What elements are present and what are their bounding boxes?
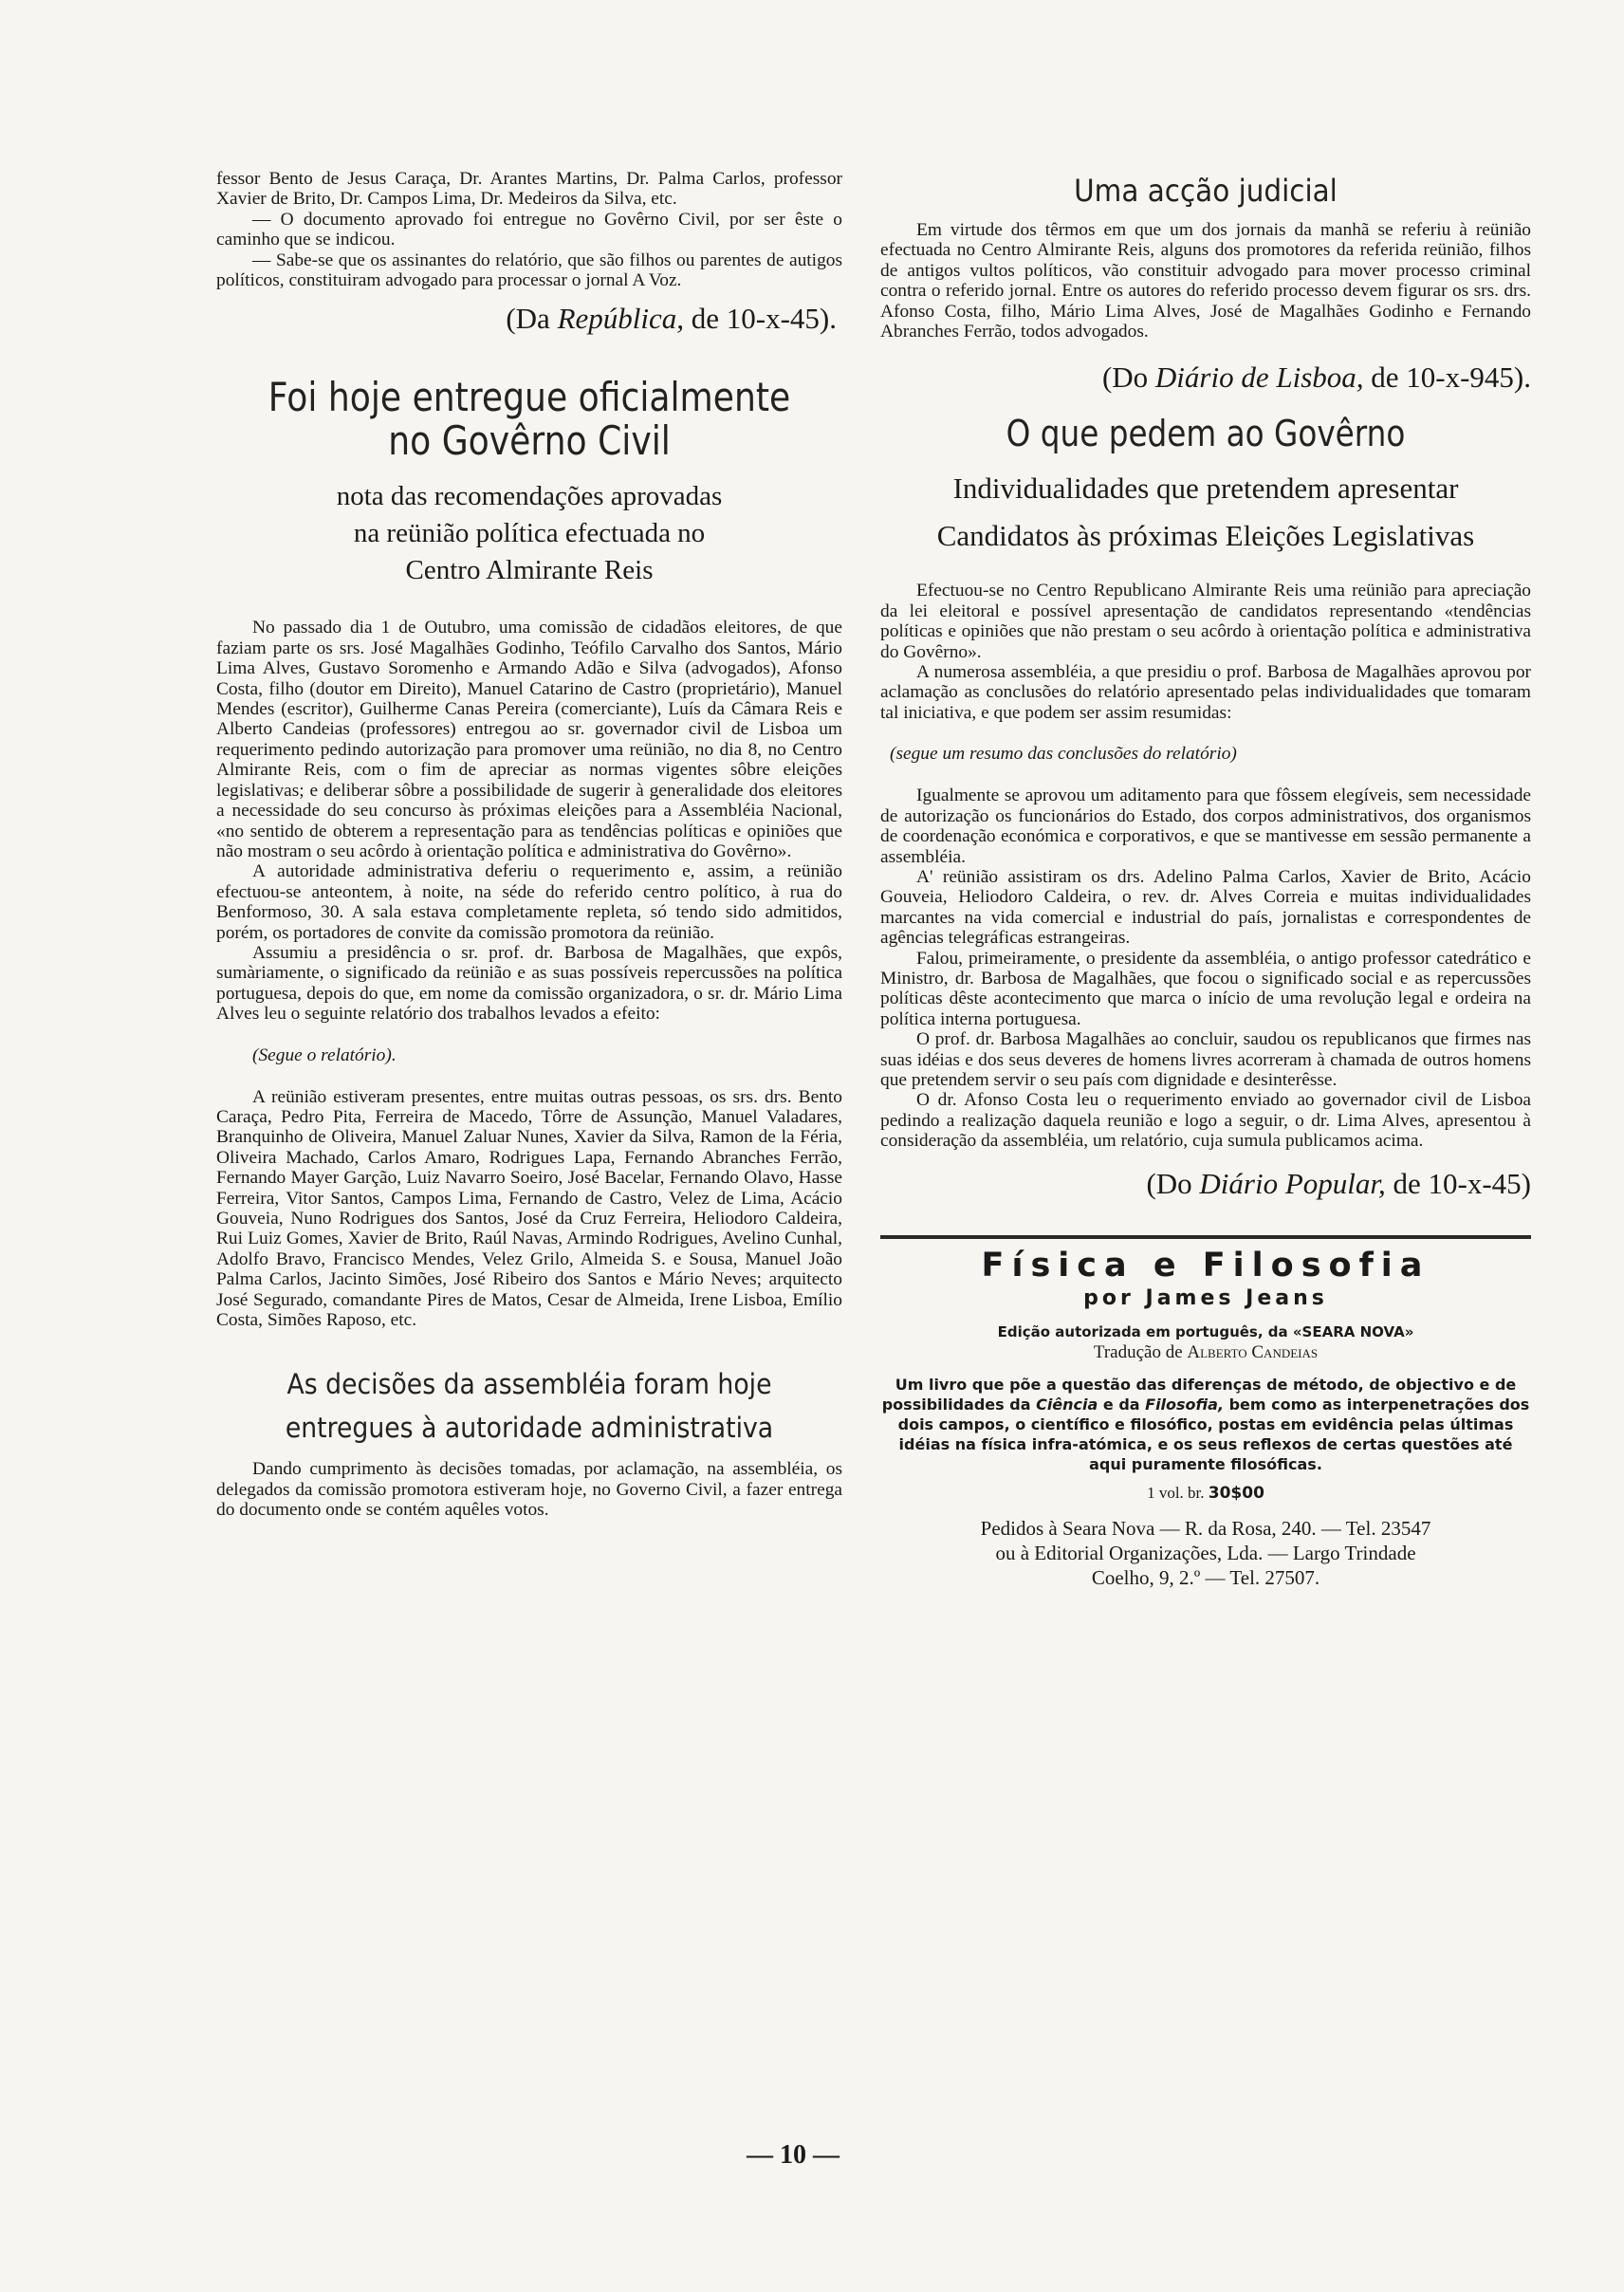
article-para: Dando cumprimento às decisões tomadas, por aclamação, na assembléia, os delegados da comissão promotora estiveram hoje, no Governo Civil, a fazer entrega do documento onde se contém aquêles votos. [216, 1459, 842, 1521]
source-diario-lisboa [880, 360, 1531, 395]
headline-line-1: Foi hoje entregue oficialmente [268, 374, 791, 421]
article-entregue-headline [216, 376, 842, 463]
article-para: O dr. Afonso Costa leu o requerimento enviado ao governador civil de Lisboa pedindo a realização daquela reunião e logo a seguir, o dr. Lima Alves, apresentou à consideração da assembléia, um relatório, cuja sumula publicamos acima. [880, 1090, 1531, 1152]
article-para: Assumiu a presidência o sr. prof. dr. Barbosa de Magalhães, que expôs, sumàriamente, o significado da reünião e as suas possíveis repercussões na política portuguesa, depois do que, em nome da comissão organizadora, o sr. dr. Mário Lima Alves leu o seguinte relatório dos trabalhos levados a efeito: [216, 942, 842, 1025]
desc-part-1: Um livro que põe a questão das diferenças de método, de objectivo e de possibilidades da [881, 1375, 1517, 1414]
article-accao-headline: Uma acção judicial [1074, 173, 1338, 209]
subhead-line-1: Individualidades que pretendem apresentar [952, 471, 1459, 506]
book-author: por James Jeans [1083, 1285, 1328, 1310]
orders-line-1: Pedidos à Seara Nova — R. da Rosa, 240. — Tel. 23547 [980, 1516, 1431, 1540]
article-para: No passado dia 1 de Outubro, uma comissão de cidadãos eleitores, de que faziam parte os srs. José Magalhães Godinho, Teófilo Carvalho dos Santos, Mário Lima Alves, Gustavo Soromenho e Armando Adão e Silva (advogados), Afonso Costa, filho (doutor em Direito), Manuel Catarino de Castro (proprietário), Manuel Mendes (escritor), Guilherme Canas Pereira (comerciante), Luís da Câmara Reis e Alberto Candeias (professores) entregou ao sr. governador civil de Lisboa um requerimento pedindo autorização para promover uma reünião, no dia 8, no Centro Almirante Reis, com o fim de apreciar as normas vigentes sôbre eleições legislativas; e deliberar sôbre a possibilidade de sugerir à generalidade dos eleitores a necessidade do seu concurso às próximas eleições para a Assembléia Nacional, «no sentido de obterem a representação para as tendências políticas e opiniões que não mostram o seu acôrdo à orientação política e administrativa do Govêrno». [216, 618, 842, 861]
book-price [880, 1484, 1531, 1503]
continuation-text [216, 169, 842, 290]
source-date: de 10-x-45) [1393, 1166, 1531, 1200]
headline-line-1: As decisões da assembléia foram hoje [286, 1368, 772, 1401]
article-decisoes-body [216, 1459, 842, 1520]
right-column [880, 169, 1531, 1590]
source-title: Diário de Lisboa, [1154, 360, 1364, 395]
book-edition: Edição autorizada em português, da «SEARA NOVA» [997, 1322, 1414, 1340]
price-value: 30$00 [1208, 1483, 1264, 1503]
subhead-line-2: na reünião política efectuada no [353, 518, 706, 549]
article-entregue-subhead [216, 478, 842, 589]
subhead-line-2: Candidatos às próximas Eleições Legislativas [936, 519, 1475, 553]
left-column [216, 169, 842, 1521]
note-segue-resumo: (segue um resumo das conclusões do relatório) [890, 744, 1237, 765]
source-date: de 10-x-45). [691, 302, 837, 336]
article-accao-body [880, 220, 1531, 342]
headline-line-2: no Govêrno Civil [388, 417, 671, 465]
translator-name: Alberto Candeias [1187, 1341, 1319, 1362]
article-para: A' reünião assistiram os drs. Adelino Palma Carlos, Xavier de Brito, Acácio Gouveia, Heliodoro Caldeira, o rev. dr. Alves Correia e muitas individualidades marcantes na vida comercial e industrial do país, jornalistas e correspondentes de agências telegráficas estrangeiras. [880, 866, 1531, 949]
book-orders [880, 1516, 1531, 1590]
page-number: — 10 — [747, 2140, 840, 2170]
article-para: A autoridade administrativa deferiu o requerimento e, assim, a reünião efectuou-se anteontem, à noite, na séde do referido centro político, à rua do Benformoso, 30. A sala estava completamente repleta, só tendo sido admitidos, porém, os portadores de convite da comissão promotora da reünião. [216, 861, 842, 943]
article-para: Igualmente se aprovou um aditamento para que fôssem elegíveis, sem necessidade de autorização os funcionários do Estado, dos corpos administrativos, dos organismos de coordenação económica e corporativos, e que se mantivesse em sessão permanente a assembléia. [880, 786, 1531, 867]
article-pedem-subhead [880, 465, 1531, 560]
desc-philosophy: Filosofia, [1145, 1395, 1225, 1414]
source-diario-popular [880, 1167, 1531, 1201]
source-title: República, [557, 302, 685, 336]
source-date: de 10-x-945). [1371, 360, 1531, 395]
source-prefix: (Da [506, 302, 550, 336]
desc-and: e da [1102, 1395, 1140, 1414]
article-decisoes-headline [241, 1362, 817, 1450]
continuation-para-2: — O documento aprovado foi entregue no Govêrno Civil, por ser êste o caminho que se indicou. [216, 209, 842, 250]
article-para: O prof. dr. Barbosa Magalhães ao concluir, saudou os republicanos que firmes nas suas idéias e dos seus deveres de homens livres acorreram à chamada de outros homens que pretendem servir o seu país com dignidade e desinterêsse. [880, 1029, 1531, 1090]
continuation-para-1: fessor Bento de Jesus Caraça, Dr. Arantes Martins, Dr. Palma Carlos, professor Xavier de Brito, Dr. Campos Lima, Dr. Medeiros da Silva, etc. [216, 169, 842, 210]
article-pedem-body-cont [880, 786, 1531, 1151]
article-pedem-headline: O que pedem ao Govêrno [1006, 413, 1406, 455]
source-prefix: (Do [1146, 1166, 1192, 1200]
subhead-line-1: nota das recomendações aprovadas [336, 481, 723, 512]
continuation-para-3: — Sabe-se que os assinantes do relatório, que são filhos ou parentes de autigos políticos, constituiram advogado para processar o jornal A Voz. [216, 250, 842, 291]
source-title: Diário Popular, [1199, 1166, 1386, 1200]
source-republica [216, 302, 837, 336]
article-entregue-attendees [216, 1087, 842, 1331]
headline-line-2: entregues à autoridade administrativa [285, 1412, 774, 1445]
article-para: Efectuou-se no Centro Republicano Almirante Reis uma reünião para apreciação da lei eleitoral e possível apresentação de candidatos representando «tendências políticas e opiniões que não prestam o seu acôrdo à orientação política e administrativa do Govêrno». [880, 581, 1531, 662]
subhead-line-3: Centro Almirante Reis [405, 555, 654, 586]
book-title: Física e Filosofia [981, 1246, 1430, 1285]
orders-line-3: Coelho, 9, 2.º — Tel. 27507. [1091, 1565, 1320, 1589]
article-pedem-body [880, 581, 1531, 723]
article-para: Falou, primeiramente, o presidente da assembléia, o antigo professor catedrático e Ministro, dr. Barbosa de Magalhães, que focou o significado social e as repercussões políticas dêste acontecimento que marca o início de uma revolução legal e ordeira na política interna portuguesa. [880, 948, 1531, 1029]
book-advert [880, 1235, 1531, 1590]
article-para: A reünião estiveram presentes, entre muitas outras pessoas, os srs. drs. Bento Caraça, Pedro Pita, Ferreira de Macedo, Tôrre de Assunção, Manuel Valadares, Branquinho de Oliveira, Manuel Zaluar Nunes, Xavier da Silva, Ramon de la Féria, Oliveira Machado, Carlos Amaro, Rodrigues Lapa, Fernando Abranches Ferrão, Fernando Mayer Garção, Luiz Navarro Soeiro, José Bacelar, Fernando Olavo, Hasse Ferreira, Vitor Santos, Campos Lima, Fernando de Castro, Velez de Lima, Acácio Gouveia, Nuno Rodrigues dos Santos, José da Cruz Ferreira, Heliodoro Caldeira, Rui Luiz Gomes, Xavier de Brito, Raúl Navas, Armindo Rodrigues, Avelino Cunhal, Adolfo Bravo, Francisco Mendes, Velez Grilo, Almeida S. e Sousa, Manuel João Palma Carlos, Jacinto Simões, José Ribeiro dos Santos e Mário Neves; arquitecto José Segurado, comandante Pires de Matos, Cesar de Almeida, Irene Lisboa, Emílio Costa, Simões Raposo, etc. [216, 1086, 842, 1331]
desc-science: Ciência [1036, 1395, 1098, 1414]
article-para: Em virtude dos têrmos em que um dos jornais da manhã se referiu à reünião efectuada no Centro Almirante Reis, alguns dos promotores da referida reünião, filhos de antigos vultos políticos, vão constituir advogado para mover processo criminal contra o referido jornal. Entre os autores do referido processo devem figurar os srs. drs. Afonso Costa, filho, Mário Lima Alves, José de Magalhães Godinho e Fernando Abranches Ferrão, todos advogados. [880, 220, 1531, 342]
desc-part-2: bem como as interpenetrações dos dois campos, o científico e filosófico, postas em evidência pelas últimas idéias na física infra-atómica, e os seus reflexos de certas questões até aqui puramente filosóficas. [897, 1395, 1530, 1473]
translation-prefix: Tradução de [1093, 1341, 1183, 1362]
orders-line-2: ou à Editorial Organizações, Lda. — Largo Trindade [995, 1541, 1416, 1564]
source-prefix: (Do [1101, 360, 1149, 395]
price-label: 1 vol. br. [1147, 1483, 1205, 1502]
note-segue-relatorio: (Segue o relatório). [252, 1044, 397, 1065]
book-description [880, 1375, 1531, 1474]
article-entregue-body [216, 618, 842, 1024]
book-translation [880, 1342, 1531, 1363]
article-para: A numerosa assembléia, a que presidiu o prof. Barbosa de Magalhães aprovou por aclamação as conclusões do relatório apresentado pelas individualidades que tomaram tal iniciativa, e que podem ser assim resumidas: [880, 662, 1531, 723]
